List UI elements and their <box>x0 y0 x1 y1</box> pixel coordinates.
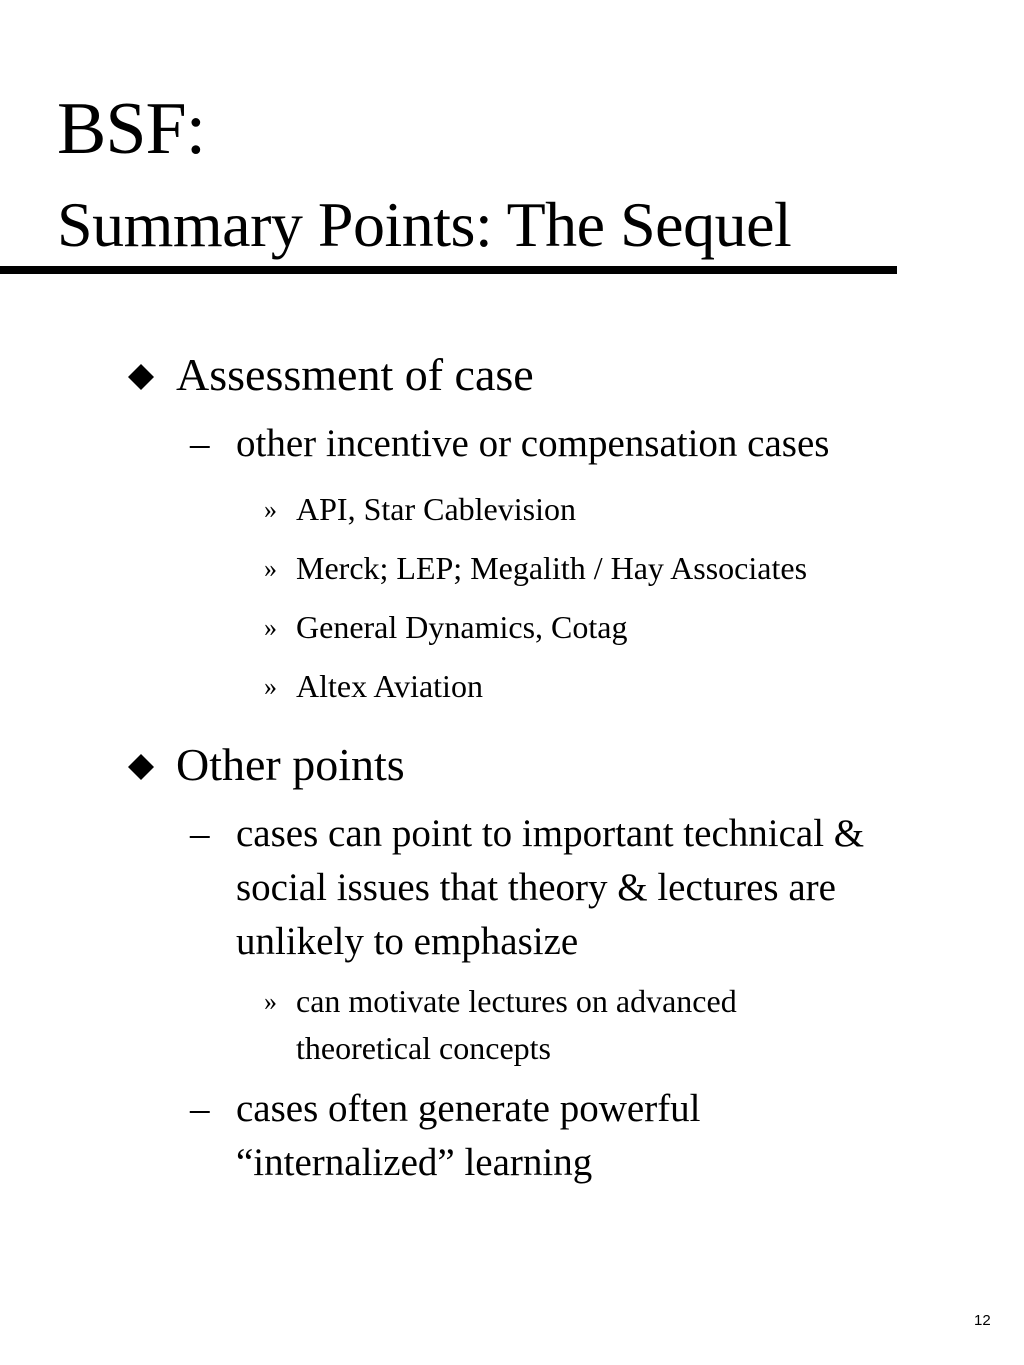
chevron-bullet-icon: » <box>264 495 277 524</box>
chevron-bullet-icon: » <box>264 613 277 642</box>
sub-sub-bullet <box>264 486 936 533</box>
slide-subtitle: Summary Points: The Sequel <box>57 189 792 260</box>
bullet-text: Assessment of case <box>176 349 534 400</box>
sub-bullet-text: other incentive or compensation cases <box>236 422 830 465</box>
slide-title: BSF: <box>57 88 206 170</box>
bullet-text: Other points <box>176 739 405 790</box>
dash-bullet-icon: – <box>190 812 210 855</box>
sub-bullet-text: cases often generate powerful “internalized” learning <box>236 1087 701 1184</box>
sub-sub-bullet <box>264 663 936 710</box>
bullet-other-points <box>176 739 405 790</box>
sub-bullet <box>190 417 936 471</box>
sub-bullet <box>190 807 926 969</box>
bullet-assessment-of-case <box>176 349 534 400</box>
sub-sub-bullet <box>264 545 936 592</box>
sub-sub-bullet-text: API, Star Cablevision <box>296 491 576 527</box>
sub-sub-bullet <box>264 978 856 1072</box>
page-number: 12 <box>974 1312 991 1329</box>
chevron-bullet-icon: » <box>264 672 277 701</box>
chevron-bullet-icon: » <box>264 554 277 583</box>
dash-bullet-icon: – <box>190 1087 210 1130</box>
sub-bullet-text: cases can point to important technical & social issues that theory & lectures are unlikely to emphasize <box>236 812 865 963</box>
sub-sub-bullet <box>264 604 936 651</box>
diamond-bullet-icon <box>128 754 154 780</box>
title-divider <box>0 266 897 274</box>
chevron-bullet-icon: » <box>264 987 277 1016</box>
sub-sub-bullet-text: Merck; LEP; Megalith / Hay Associates <box>296 550 808 586</box>
dash-bullet-icon: – <box>190 422 210 465</box>
sub-bullet <box>190 1082 796 1190</box>
sub-sub-bullet-text: General Dynamics, Cotag <box>296 609 628 645</box>
sub-sub-bullet-text: Altex Aviation <box>296 668 483 704</box>
diamond-bullet-icon <box>128 364 154 390</box>
sub-sub-bullet-text: can motivate lectures on advanced theoretical concepts <box>296 983 737 1066</box>
